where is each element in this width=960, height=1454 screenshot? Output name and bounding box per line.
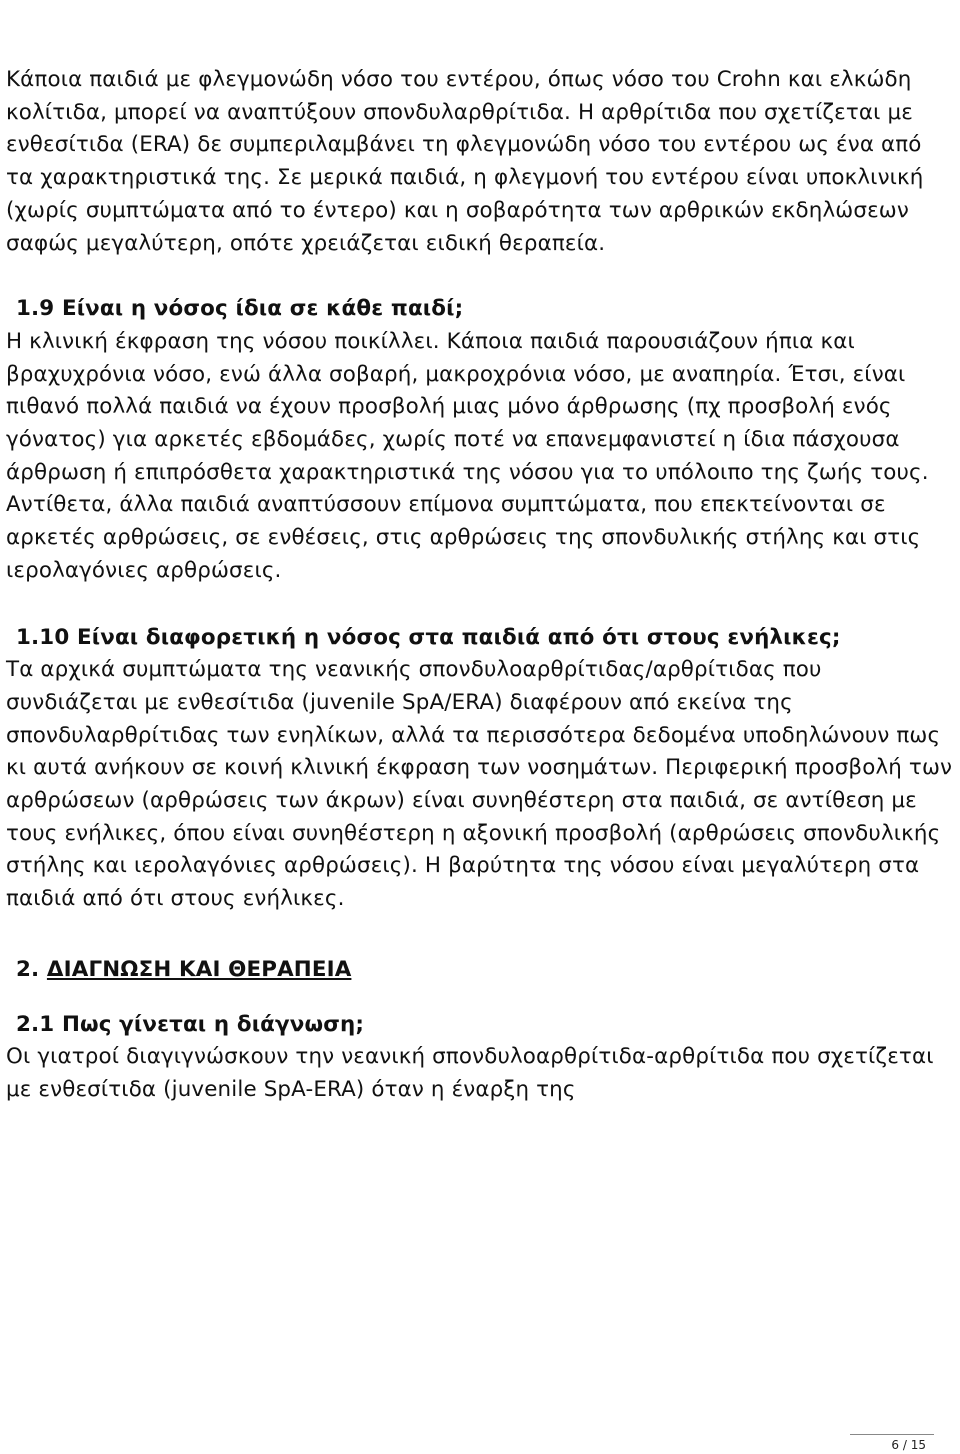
- section-1-10-heading: 1.10 Είναι διαφορετική η νόσος στα παιδιά από ότι στους ενήλικες;: [16, 624, 841, 650]
- section-2-number: 2.: [16, 956, 47, 982]
- page-number: 6 / 15: [891, 1438, 926, 1452]
- section-2-1-heading: 2.1 Πως γίνεται η διάγνωση;: [16, 1011, 365, 1037]
- section-1-10-paragraph: Τα αρχικά συμπτώματα της νεανικής σπονδυλοαρθρίτιδας/αρθρίτιδας που συνδιάζεται με ενθεσίτιδα (juvenile SpA/ERA) διαφέρουν από εκείνα της σπονδυλαρθρίτιδας των ενηλίκων, αλλά τα περισσότερα δεδομένα υποδηλώνουν πως κι αυτά ανήκουν σε κοινή κλινική έκφραση των νοσημάτων. Περιφερική προσβολή των αρθρώσεων (αρθρώσεις των άκρων) είναι συνηθέστερη στα παιδιά, σε αντίθεση με τους ενήλικες, όπου είναι συνηθέστερη η αξονική προσβολή (αρθρώσεις σπονδυλικής στήλης και ιερολαγόνιες αρθρώσεις). Η βαρύτητα της νόσου είναι μεγαλύτερη στα παιδιά από ότι στους ενήλικες.: [6, 657, 953, 912]
- spacer: [6, 588, 954, 622]
- section-2-1-paragraph: Οι γιατροί διαγιγνώσκουν την νεανική σπονδυλοαρθρίτιδα-αρθρίτιδα που σχετίζεται με ενθεσίτιδα (juvenile SpA-ERA) όταν η έναρξη της: [6, 1044, 934, 1102]
- spacer: [6, 260, 954, 293]
- section-2-title: ΔΙΑΓΝΩΣΗ ΚΑΙ ΘΕΡΑΠΕΙΑ: [46, 956, 352, 982]
- footer-divider: [850, 1434, 934, 1435]
- intro-paragraph: Κάποια παιδιά με φλεγμονώδη νόσο του εντέρου, όπως νόσο του Crohn και ελκώδη κολίτιδα, μπορεί να αναπτύξουν σπονδυλαρθρίτιδα. Η αρθρίτιδα που σχετίζεται με ενθεσίτιδα (ERA) δε συμπεριλαμβάνει τη φλεγμονώδη νόσο του εντέρου ως ένα από τα χαρακτηριστικά της. Σε μερικά παιδιά, η φλεγμονή του εντέρου είναι υποκλινική (χωρίς συμπτώματα από το έντερο) και η σοβαρότητα των αρθρικών εκδηλώσεων σαφώς μεγαλύτερη, οπότε χρειάζεται ειδική θεραπεία.: [6, 67, 924, 256]
- section-1-9-heading: 1.9 Είναι η νόσος ίδια σε κάθε παιδί;: [16, 296, 464, 322]
- section-2-heading: [6, 954, 954, 987]
- document-page: [6, 64, 954, 1107]
- spacer: [6, 987, 954, 1009]
- section-1-9-paragraph: Η κλινική έκφραση της νόσου ποικίλλει. Κάποια παιδιά παρουσιάζουν ήπια και βραχυχρόνια νόσο, ενώ άλλα σοβαρή, μακροχρόνια νόσο, με αναπηρία. Έτσι, είναι πιθανό πολλά παιδιά να έχουν προσβολή μιας μόνο άρθρωσης (πχ προσβολή ενός γόνατος) για αρκετές εβδομάδες, χωρίς ποτέ να επανεμφανιστεί η ίδια πάσχουσα άρθρωση ή επιπρόσθετα χαρακτηριστικά της νόσου για το υπόλοιπο της ζωής τους. Αντίθετα, άλλα παιδιά αναπτύσσουν επίμονα συμπτώματα, που επεκτείνονται σε αρκετές αρθρώσεις, σε ενθέσεις, στις αρθρώσεις της σπονδυλικής στήλης και στις ιερολαγόνιες αρθρώσεις.: [6, 328, 929, 583]
- spacer: [6, 916, 954, 954]
